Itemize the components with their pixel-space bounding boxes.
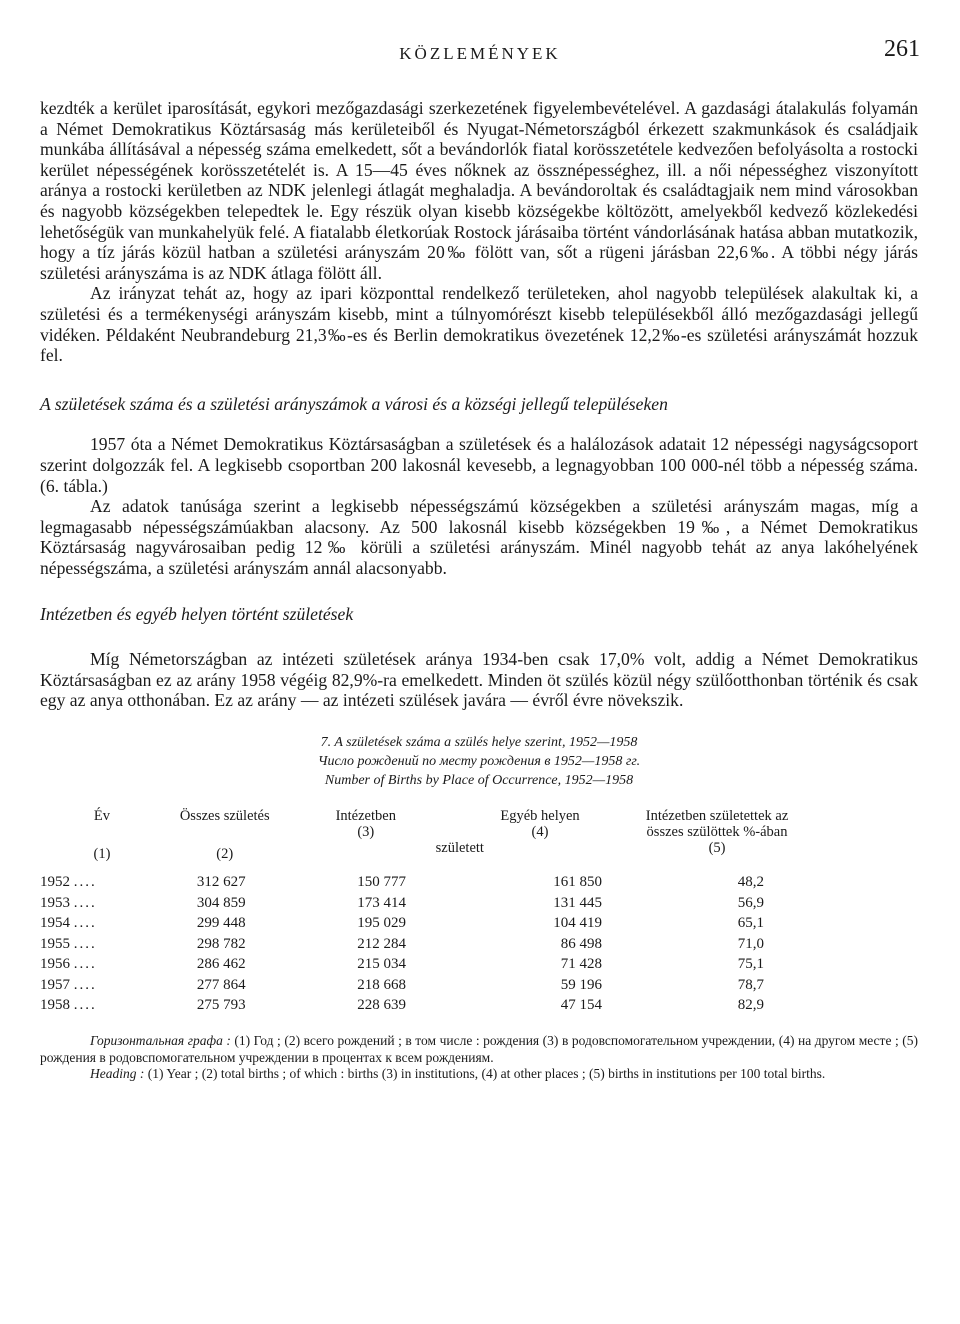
paragraph-3: 1957 óta a Német Demokratikus Köztársaságban a születések és a halálozások adatait 12 népességi nagyságcsoport szerint dolgozzák fel. A legkisebb csoportban 200 lakosnál kevesebb, a legnagyobban 100 000-nél több a népesség száma. (6. tábla.) (40, 434, 918, 496)
row-year: 1958 (40, 997, 70, 1014)
row-year: 1956 (40, 956, 70, 973)
cell-year (40, 933, 164, 954)
table-row (40, 995, 800, 1016)
row-leader-dots: .... (73, 935, 97, 952)
table-row (40, 892, 800, 913)
header-inst (286, 808, 446, 840)
table-header-numbers-row (40, 840, 800, 862)
table-body (40, 872, 800, 1016)
row-year: 1952 (40, 874, 70, 891)
table-7 (40, 733, 918, 1083)
table-title-russian: Число рождений по месту рождения в 1952—1958 гг. (317, 753, 641, 769)
cell-total: 286 462 (196, 956, 246, 973)
cell-total: 312 627 (196, 874, 246, 891)
header-pct-number: (5) (708, 839, 726, 856)
paragraph-4: Az adatok tanúsága szerint a legkisebb népességszámú községekben a születési arányszám magas, míg a legmagasabb népességszámúakban alacsony. Az 500 lakosnál kisebb községekben 19‰, a Német Demokratikus Köztársaság nagyvárosaiban pedig 12‰ körüli a születési arányszám. Minél nagyobb tehát az anya lakóhelyének népességszáma, a születési arányszám annál alacsonyabb. (40, 496, 918, 578)
births-table (40, 808, 800, 1016)
cell-other-place: 47 154 (560, 997, 603, 1014)
cell-percent: 56,9 (737, 894, 764, 911)
running-head: KÖZLEMÉNYEK (399, 44, 561, 63)
table-row (40, 913, 800, 934)
cell-other-place: 131 445 (553, 894, 603, 911)
cell-percent: 48,2 (737, 874, 764, 891)
footnote-russian (40, 1033, 918, 1066)
cell-institution: 215 034 (357, 956, 406, 973)
paragraph-5: Míg Németországban az intézeti születések aránya 1934-ben csak 17,0% volt, addig a Német Demokratikus Köztársaságban ez az arány 1958 végéig 82,9%-ra emelkedett. Minden öt szülés közül négy szülőotthonban történik és csak egy az anya otthonában. Ez az arány — az intézeti szülések javára — évről évre növekszik. (40, 649, 918, 711)
section-heading-institutional-births: Intézetben és egyéb helyen történt születések (40, 604, 354, 625)
table-footnote (40, 1033, 918, 1083)
cell-percent: 75,1 (737, 956, 764, 973)
row-leader-dots: .... (73, 976, 97, 993)
cell-institution: 173 414 (357, 894, 406, 911)
cell-other-place: 71 428 (560, 956, 603, 973)
cell-percent: 65,1 (737, 915, 764, 932)
table-row (40, 872, 800, 893)
header-total: Összes születés (179, 807, 270, 824)
page-header (40, 36, 920, 72)
cell-percent: 78,7 (737, 976, 764, 993)
cell-other-place: 104 419 (553, 915, 603, 932)
cell-total: 298 782 (196, 935, 246, 952)
cell-other-place: 161 850 (553, 874, 603, 891)
header-year: Év (93, 807, 110, 824)
table-row (40, 974, 800, 995)
header-year-number: (1) (93, 845, 111, 862)
header-inst-label: Intézetben (335, 807, 396, 824)
paragraph-1: kezdték a kerület iparosítását, egykori mezőgazdasági szerkezetének figyelembevételével. A gazdasági átalakulás folyamán a Német Demokratikus Köztársaság más kerületeiből és Nyugat-Németországból érkezett szakmunkások és családjaik munkába állításával a népesség száma emelkedett, sőt a bevándorlók fiatal korösszetétele kedvezően befolyásolta a rostocki kerület népességének korösszetételét is. A 15—45 éves nőknek az össznépességhez, ill. a női népességhez viszonyított aránya a rostocki kerületben az NDK jelenlegi átlagát meghaladja. A bevándoroltak és családtagjaik nem mind városokban és nagyobb községekben telepedtek le. Egy részük olyan kisebb községekbe költözött, amelyekből kedvező közlekedési lehetőségük van munkahelyük felé. A fiatalabb életkorúak Rostock járásaiba történt vándorlásának hatása abban mutatkozik, hogy a tíz járás közül hatban a születési arányszám 20‰ fölött van, sőt a rügeni járásban 22,6‰. A többi négy járás születési arányszáma is az NDK átlaga fölött áll. (40, 98, 918, 283)
row-year: 1955 (40, 935, 70, 952)
cell-total: 299 448 (196, 915, 246, 932)
row-year: 1954 (40, 915, 70, 932)
header-total-number: (2) (216, 845, 234, 862)
cell-year (40, 892, 164, 913)
row-leader-dots: .... (73, 915, 97, 932)
footnote-english-text: (1) Year ; (2) total births ; of which : births (3) in institutions, (4) at other places ; (5) births in institutions per 100 total births. (144, 1066, 826, 1082)
row-leader-dots: .... (73, 874, 97, 891)
header-pct-label: Intézetben születettek az összes szülöttek %-ában (645, 807, 789, 840)
cell-institution: 212 284 (357, 935, 406, 952)
cell-institution: 150 777 (357, 874, 406, 891)
cell-percent: 71,0 (737, 935, 764, 952)
cell-year (40, 974, 164, 995)
cell-year (40, 954, 164, 975)
table-header-row (40, 808, 800, 840)
header-other (446, 808, 634, 840)
footnote-russian-lead: Горизонтальная графа : (90, 1033, 231, 1049)
cell-year (40, 995, 164, 1016)
cell-institution: 218 668 (357, 976, 406, 993)
cell-institution: 228 639 (357, 997, 406, 1014)
cell-institution: 195 029 (357, 915, 406, 932)
header-inst-number: (3) (357, 823, 375, 840)
table-row (40, 933, 800, 954)
table-title-hungarian: 7. A születések száma a szülés helye szerint, 1952—1958 (320, 734, 638, 750)
cell-total: 275 793 (196, 997, 246, 1014)
cell-year (40, 872, 164, 893)
cell-total: 304 859 (196, 894, 246, 911)
header-other-label: Egyéb helyen (500, 807, 580, 824)
row-leader-dots: .... (73, 956, 97, 973)
section-heading-births-settlements: A születések száma és a születési arányszámok a városi és a községi jellegű településeken (40, 393, 668, 414)
cell-percent: 82,9 (737, 997, 764, 1014)
header-other-number: (4) (531, 823, 549, 840)
page-content (40, 98, 918, 1083)
header-of-which: született (435, 839, 484, 856)
paragraph-2: Az irányzat tehát az, hogy az ipari központtal rendelkező területeken, ahol nagyobb települések alakultak ki, a születési és a termékenységi arányszám kisebb, mint a túlnyomórészt kisebb településekből álló mezőgazdasági jellegű vidéken. Példaként Neubrandeburg 21,3‰-es és Berlin demokratikus övezetének 12,2‰-es születési arányszámát hozzuk fel. (40, 283, 918, 366)
table-row (40, 954, 800, 975)
cell-other-place: 86 498 (560, 935, 603, 952)
table-title-english: Number of Births by Place of Occurrence, 1952—1958 (324, 772, 634, 788)
footnote-english (40, 1066, 918, 1083)
cell-other-place: 59 196 (560, 976, 603, 993)
row-leader-dots: .... (73, 894, 97, 911)
footnote-russian-text: (1) Год ; (2) всего рождений ; в том числе : рождения (3) в родовспомогательном учреждении, (4) на другом месте ; (5) рождения в родовспомогательном учреждении в процентах к всем рождениям. (40, 1033, 919, 1065)
row-year: 1957 (40, 976, 70, 993)
row-year: 1953 (40, 894, 70, 911)
table-titles (40, 733, 918, 790)
footnote-english-lead: Heading : (90, 1066, 145, 1082)
row-leader-dots: .... (73, 997, 97, 1014)
page-number: 261 (884, 36, 920, 62)
cell-year (40, 913, 164, 934)
header-pct (634, 808, 800, 840)
cell-total: 277 864 (196, 976, 246, 993)
